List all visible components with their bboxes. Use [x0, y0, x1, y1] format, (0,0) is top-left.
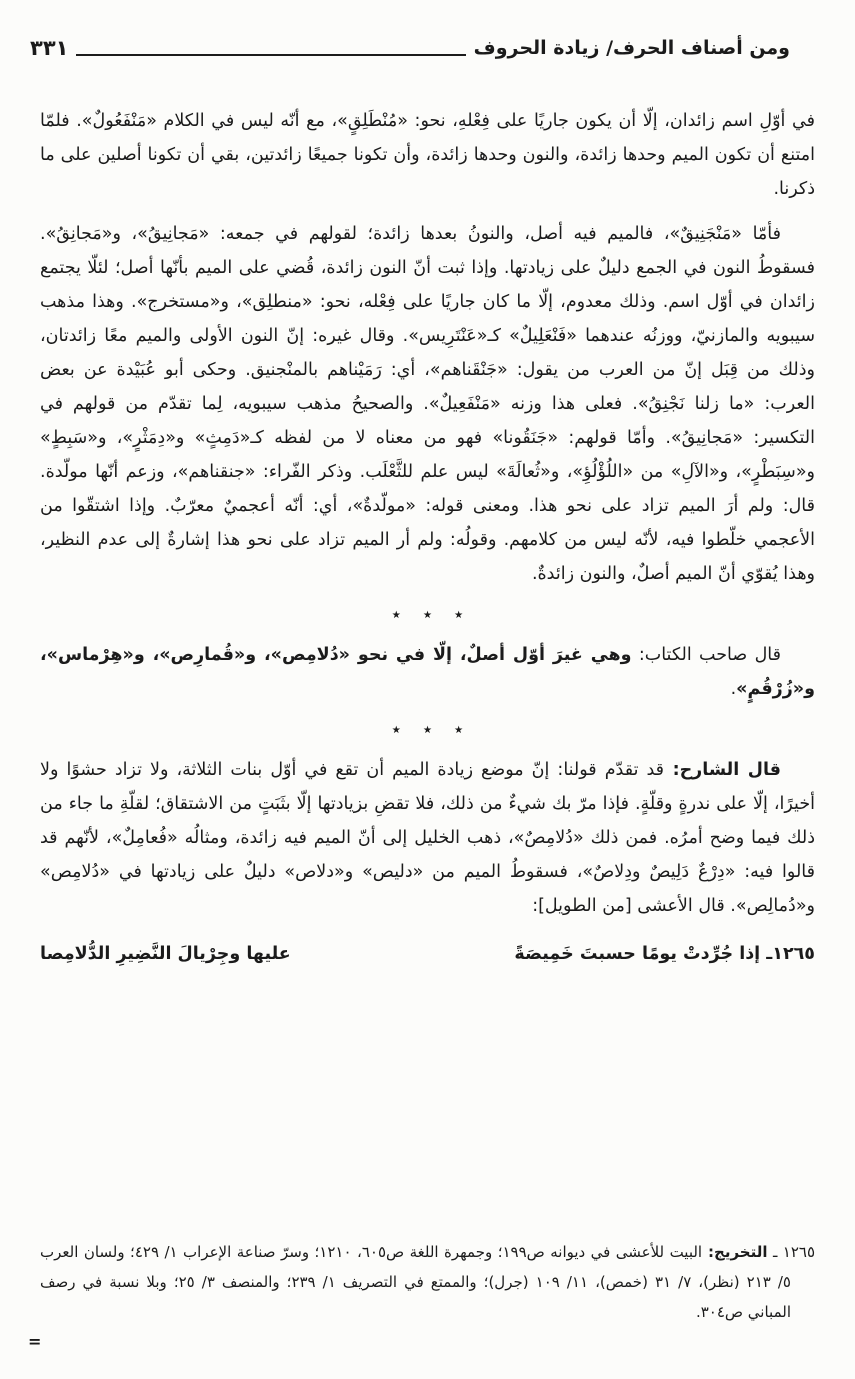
paragraph	[40, 753, 815, 923]
section-separator-stars: ٭ ٭ ٭	[391, 720, 464, 740]
verse-second-hemistich: عليها وجِرْيالَ النَّضِيرِ الدُّلامِصا	[40, 944, 291, 964]
text-run: فأمّا «مَنْجَنِيقٌ»، فالميم فيه أصل، والنونُ بعدها زائدة؛ لقولهم في جمعه: «مَجانِيقُ»، و«مَجانِقُ». فسقوطُ النون في الجمع دليلٌ على زيادتها. وإذا ثبت أنّ النون زائدة، قُضي على الميم بأنّها أصل؛ لئلّا يجتمع زائدان في أوّل اسم. وذلك معدوم، إلّا ما كان جاريًا على فِعْله، نحو: «منطلِق»، و«مستخرج». وهذا مذهب سيبويه والمازنيّ، ووزنُه عندهما «فَنْعَلِيلٌ» كـ«عَنْتَرِيس». وقال غيره: إنّ النون الأولى والميم معًا زائدتان، وذلك من قِبَل إنّ من العرب من يقول: «جَنْقَناهم»، أي: رَمَيْناهم بالمنْجنيق. وحكى أبو عُبَيْدة عن بعض العرب: «ما زلنا نَجْنِقُ». فعلى هذا وزنه «مَنْفَعِيلٌ». والصحيحُ مذهب سيبويه، لِما تقدّم من قولهم في التكسير: «مَجانِيقُ». وأمّا قولهم: «جَنَقُونا» فهو من معناه لا من لفظه كـ«دَمِثٍ» و«دِمَثْرٍ»، و«سَبِطٍ» و«سِبَطْرٍ»، و«الآلِ» من «اللُؤْلُؤِ»، و«ثُعالَةَ» ليس علم للثَّعْلَب. وذكر الفّراء: «جنقناهم»، وزعم أنّها مولّدة. قال: ولم أرَ الميم تزاد على نحو هذا. ومعنى قوله: «مولّدةٌ»، أي: أنّه أعجميٌ معرّبٌ. وإذا اشتقّوا من الأعجمي خلّطوا فيه، لأنّه ليس من كلامهم. وقولُه: ولم أر الميم تزاد على نحو هذا إشارةٌ إلى عدم النظير، وهذا يُقوّي أنّ الميم أصلٌ، والنون زائدةٌ.	[40, 224, 815, 584]
footnote-continuation-mark: =	[28, 1332, 42, 1351]
footnote-number: ١٢٦٥ ـ	[767, 1243, 816, 1261]
footnotes-section	[40, 1237, 815, 1327]
page-header	[30, 36, 815, 60]
footnote	[40, 1237, 815, 1327]
text-run: قد تقدّم قولنا: إنّ موضع زيادة الميم أن تقع في أوّل بنات الثلاثة، ولا تزاد حشوًا ولا أخيرًا، إلّا على ندرةٍ وقلّةٍ. فإذا مرّ بك شيءٌ من ذلك، فلا تقضِ بزيادتها إلّا بثَبَتٍ من الاشتقاق؛ لقلّةِ ما جاء من ذلك فيما وضح أمرُه. فمن ذلك «دُلامِصٌ»، ذهب الخليل إلى أنّ الميم فيه زائدة، ومثالُه «فُعامِلٌ»، لأنّهم قد قالوا فيه: «دِرْعٌ دَلِيصٌ ودِلاصٌ»، فسقوطُ الميم من «دليص» و«دلاص» دليلٌ على زيادتها في «دُلامِص» و«دُمالِص». قال الأعشى [من الطويل]:	[40, 760, 815, 916]
paragraph	[40, 217, 815, 591]
verse-first-hemistich: ١٢٦٥ـ إذا جُرِّدتْ يومًا حسبتَ خَمِيصَةً	[514, 944, 815, 964]
bold-text-run: وهي غيرَ أوّل أصلٌ، إلّا في نحو «دُلامِص»، و«قُمارِص»، و«هِرْماس»، و«زُرْقُمٍ»	[40, 645, 815, 699]
bold-text-run: قال الشارح:	[664, 760, 781, 780]
body-content	[40, 104, 815, 974]
text-run: .	[730, 679, 737, 699]
paragraph	[40, 104, 815, 206]
page-number: ٣٣١	[30, 36, 69, 60]
footnote-text: البيت للأعشى في ديوانه ص١٩٩؛ وجمهرة اللغة ص٦٠٥، ١٢١٠؛ وسرّ صناعة الإعراب ١/ ٤٢٩؛ ولسان العرب ٥/ ٢١٣ (نظر)، ٧/ ٣١ (خمص)، ١١/ ١٠٩ (جرل)؛ والممتع في التصريف ١/ ٢٣٩؛ والمنصف ٣/ ٢٥؛ وبلا نسبة في رصف المباني ص٣٠٤.	[40, 1243, 791, 1321]
text-run: قال صاحب الكتاب:	[631, 645, 782, 665]
text-run: في أوّلِ اسم زائدان، إلّا أن يكون جاريًا على فِعْلهِ، نحو: «مُنْطَلِقٍ»، مع أنّه ليس في الكلام «مَنْفَعُولٌ». فلمّا امتنع أن تكون الميم وحدها زائدة، والنون وحدها زائدة، وأن تكونا جميعًا زائدتين، بقي أن تكونا أصلين على ما ذكرنا.	[40, 111, 815, 199]
header-rule	[76, 54, 465, 56]
paragraph	[40, 638, 815, 706]
footnote-label: التخريج:	[702, 1243, 768, 1261]
verse-line	[40, 934, 815, 974]
section-separator-stars: ٭ ٭ ٭	[391, 605, 464, 625]
verse-number: ١٢٦٥ـ	[760, 944, 815, 964]
running-head-title: ومن أصناف الحرف/ زيادة الحروف	[473, 37, 790, 59]
